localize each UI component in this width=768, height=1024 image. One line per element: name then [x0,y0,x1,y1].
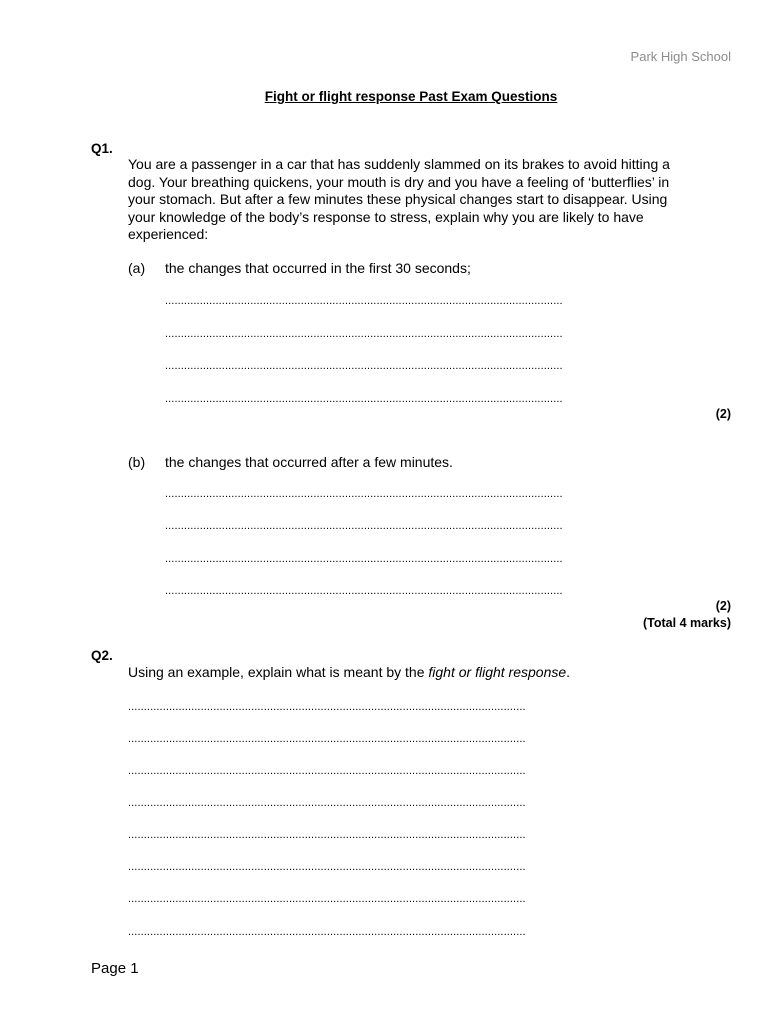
answer-line-q2-6[interactable]: .............................................................................................................................. [128,861,526,873]
question-2-number: Q2. [91,648,113,663]
answer-line-q2-3[interactable]: .............................................................................................................................. [128,765,526,777]
answer-line-q2-4[interactable]: .............................................................................................................................. [128,797,526,809]
part-a-text: the changes that occurred in the first 30 seconds; [165,260,471,276]
question-2-text [128,664,688,682]
answer-line-b-3[interactable]: .............................................................................................................................. [165,553,563,565]
answer-line-a-2[interactable]: .............................................................................................................................. [165,328,563,340]
part-a-marks: (2) [715,407,731,421]
answer-line-b-2[interactable]: .............................................................................................................................. [165,520,563,532]
answer-line-q2-2[interactable]: .............................................................................................................................. [128,733,526,745]
question-2-text-after: . [566,664,571,680]
answer-line-a-1[interactable]: .............................................................................................................................. [165,295,563,307]
answer-line-a-3[interactable]: .............................................................................................................................. [165,360,563,372]
question-2-text-before: Using an example, explain what is meant by the [128,664,429,680]
answer-line-b-1[interactable]: .............................................................................................................................. [165,488,563,500]
answer-line-q2-8[interactable]: .............................................................................................................................. [128,926,526,938]
school-name: Park High School [630,49,731,64]
part-a-label: (a) [128,260,146,276]
question-1-text: You are a passenger in a car that has suddenly slammed on its brakes to avoid hitting a dog. Your breathing quickens, your mouth is dry and you have a feeling of ‘butterflies’ in your stomach. But after a few minutes these physical changes start to disappear. Using your knowledge of the body’s response to stress, explain why you are likely to have experienced: [128,156,670,243]
answer-line-q2-1[interactable]: .............................................................................................................................. [128,701,526,713]
answer-line-q2-7[interactable]: .............................................................................................................................. [128,893,526,905]
answer-line-b-4[interactable]: .............................................................................................................................. [165,585,563,597]
page-number: Page 1 [91,960,139,977]
part-b-text: the changes that occurred after a few minutes. [165,454,453,470]
page-title: Fight or flight response Past Exam Questions [264,89,558,104]
part-b-marks: (2) [715,599,731,613]
question-2-text-italic: fight or flight response [428,664,567,680]
answer-line-a-4[interactable]: .............................................................................................................................. [165,393,563,405]
question-1-total-marks: (Total 4 marks) [643,616,731,630]
part-b-label: (b) [128,454,146,470]
question-1-number: Q1. [91,141,113,156]
answer-line-q2-5[interactable]: .............................................................................................................................. [128,829,526,841]
